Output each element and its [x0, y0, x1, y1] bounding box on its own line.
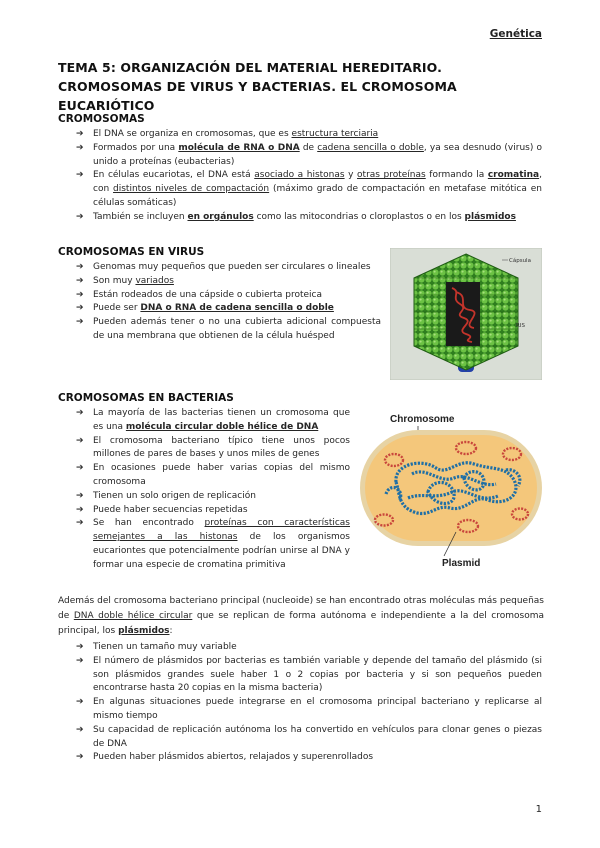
page-number: 1	[535, 804, 542, 815]
list-item: ➔ Tienen un tamaño muy variable	[76, 641, 542, 655]
list-item: ➔ El DNA se organiza en cromosomas, que es estructura terciaria	[76, 128, 542, 142]
list-item: ➔ Pueden haber plásmidos abiertos, relajados y superenrollados	[76, 751, 542, 765]
list-item: ➔ Puede haber secuencias repetidas	[76, 504, 350, 518]
list-item: ➔ Genomas muy pequeños que pueden ser circulares o lineales	[76, 261, 381, 275]
list-item: ➔ El cromosoma bacteriano típico tiene unos pocos millones de pares de bases y unos miles de genes	[76, 435, 350, 463]
list-item: ➔ Tienen un solo origen de replicación	[76, 490, 350, 504]
list-plasmidos	[76, 641, 542, 765]
virus-figure	[390, 248, 542, 380]
list-item: ➔ En células eucariotas, el DNA está asociado a histonas y otras proteínas formando la cromatina, con distintos niveles de compactación (máximo grado de compactación en metafase mitótica en células somáticas)	[76, 169, 542, 210]
plasmid-label: Plasmid	[442, 558, 481, 569]
list-item: ➔ Están rodeados de una cápside o cubierta proteica	[76, 289, 381, 303]
capsid-label: Cápsula	[509, 258, 531, 264]
bacteria-figure	[356, 408, 546, 572]
chromosome-label: Chromosome	[390, 414, 455, 425]
heading-bacterias: CROMOSOMAS EN BACTERIAS	[58, 392, 234, 404]
list-item: ➔ En algunas situaciones puede integrarse en el cromosoma principal bacteriano y replicarse al mismo tiempo	[76, 696, 542, 724]
list-item: ➔ Puede ser DNA o RNA de cadena sencilla o doble	[76, 302, 381, 316]
list-item: ➔ También se incluyen en orgánulos como las mitocondrias o cloroplastos o en los plásmidos	[76, 211, 542, 225]
genome-label: RIS	[516, 323, 525, 329]
list-cromosomas	[76, 128, 542, 225]
list-item: ➔ Son muy variados	[76, 275, 381, 289]
list-item: ➔ Se han encontrado proteínas con características semejantes a las histonas de los organismos eucariontes que potencialmente podrían unirse al DNA y formar una especie de cromatina primitiva	[76, 517, 350, 572]
page-title: TEMA 5: ORGANIZACIÓN DEL MATERIAL HEREDITARIO. CROMOSOMAS DE VIRUS Y BACTERIAS. EL CROMOSOMA EUCARIÓTICO	[58, 60, 457, 113]
list-bacterias	[76, 407, 350, 573]
list-item: ➔ Pueden además tener o no una cubierta adicional compuesta de una membrana que obtienen de la célula huésped	[76, 316, 381, 344]
list-item: ➔ Su capacidad de replicación autónoma los ha convertido en vehículos para clonar genes o piezas de DNA	[76, 724, 542, 752]
list-item: ➔ En ocasiones puede haber varias copias del mismo cromosoma	[76, 462, 350, 490]
list-item: ➔ Formados por una molécula de RNA o DNA de cadena sencilla o doble, ya sea desnudo (virus) o unido a proteínas (eubacterias)	[76, 142, 542, 170]
list-virus	[76, 261, 381, 344]
list-item: ➔ El número de plásmidos por bacterias es también variable y depende del tamaño del plásmido (si son plásmidos grandes suele haber 1 o 2 copias por bacteria y si son pequeños pueden encontrarse hasta 20 copias en la misma bacteria)	[76, 655, 542, 696]
header-subject: Genética	[489, 28, 542, 40]
list-item: ➔ La mayoría de las bacterias tienen un cromosoma que es una molécula circular doble hélice de DNA	[76, 407, 350, 435]
heading-cromosomas: CROMOSOMAS	[58, 113, 145, 125]
heading-virus: CROMOSOMAS EN VIRUS	[58, 246, 205, 258]
plasmid-paragraph: Además del cromosoma bacteriano principal (nucleoide) se han encontrado otras moléculas más pequeñas de DNA doble hélice circular que se replican de forma autónoma e independiente a la del cromosoma principal, los plásmidos:	[58, 596, 544, 636]
